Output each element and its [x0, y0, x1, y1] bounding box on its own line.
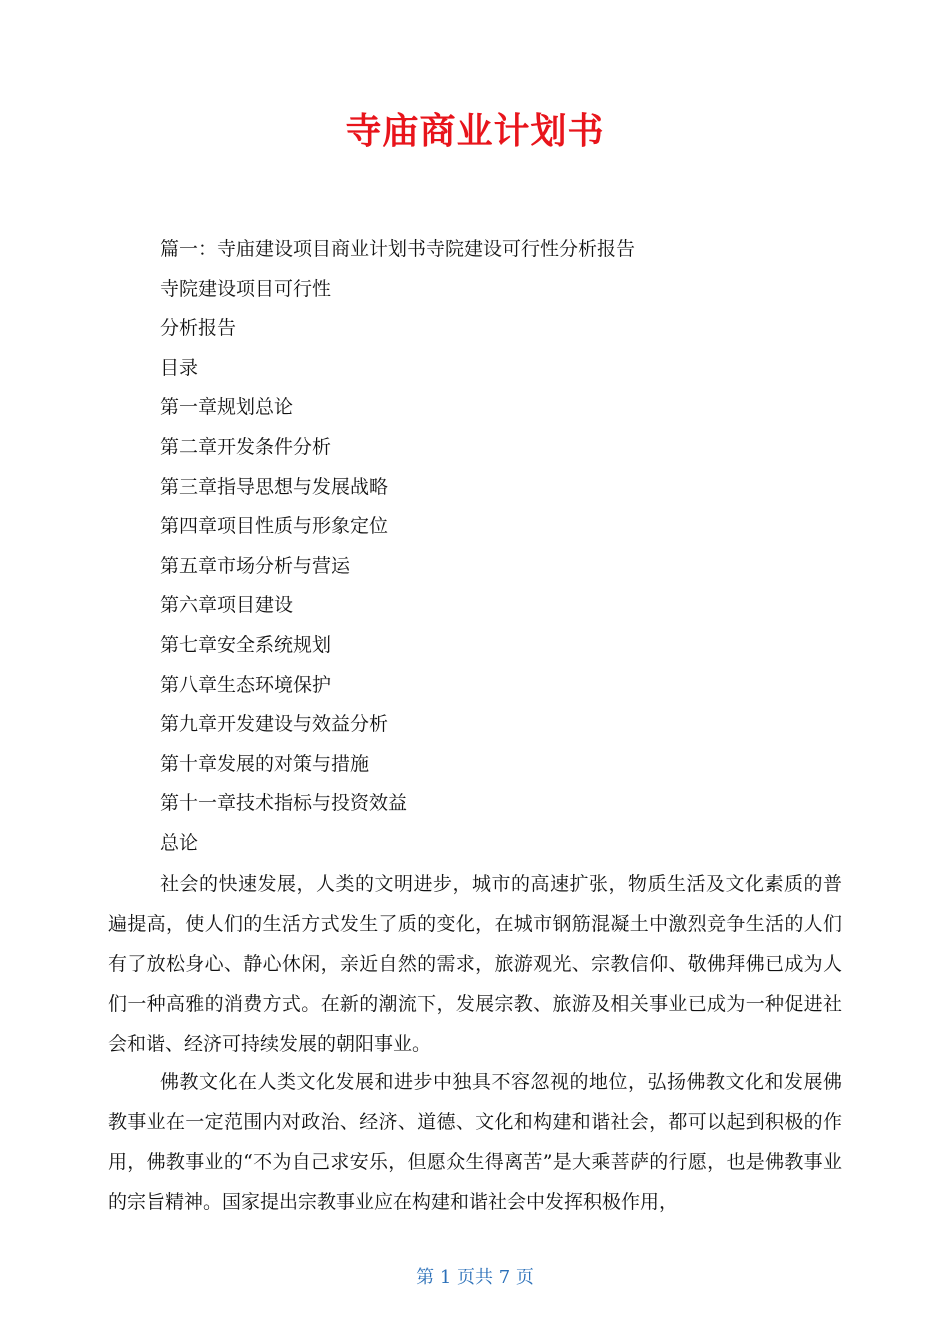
toc-line: 第十章发展的对策与措施 [160, 752, 370, 775]
toc-line: 总论 [160, 831, 199, 854]
toc-line: 第十一章技术指标与投资效益 [160, 792, 408, 815]
toc-line: 第五章市场分析与营运 [160, 554, 351, 577]
toc-line: 第三章指导思想与发展战略 [160, 475, 389, 498]
toc-line: 第八章生态环境保护 [160, 673, 332, 696]
page-number-footer: 第 1 页共 7 页 [416, 1267, 534, 1288]
toc-line: 第一章规划总论 [160, 396, 294, 419]
body-paragraph: 社会的快速发展，人类的文明进步，城市的高速扩张，物质生活及文化素质的普遍提高，使人们的生活方式发生了质的变化，在城市钢筋混凝土中激烈竞争生活的人们有了放松身心、静心休闲，亲近自然的需求，旅游观光、宗教信仰、敬佛拜佛已成为人们一种高雅的消费方式。在新的潮流下，发展宗教、旅游及相关事业已成为一种促进社会和谐、经济可持续发展的朝阳事业。 [108, 873, 842, 1055]
toc-line: 分析报告 [160, 317, 237, 340]
toc-line: 第六章项目建设 [160, 594, 294, 617]
toc-line: 第二章开发条件分析 [160, 435, 332, 458]
toc-line: 第七章安全系统规划 [160, 633, 332, 656]
toc-line: 第九章开发建设与效益分析 [160, 713, 389, 736]
document-title: 寺庙商业计划书 [345, 111, 605, 152]
toc-line: 寺院建设项目可行性 [160, 277, 332, 300]
toc-line: 篇一：寺庙建设项目商业计划书寺院建设可行性分析报告 [160, 238, 636, 260]
toc-line: 第四章项目性质与形象定位 [160, 515, 389, 538]
body-paragraph: 佛教文化在人类文化发展和进步中独具不容忽视的地位，弘扬佛教文化和发展佛教事业在一定范围内对政治、经济、道德、文化和构建和谐社会，都可以起到积极的作用，佛教事业的“不为自己求安乐，但愿众生得离苦”是大乘菩萨的行愿，也是佛教事业的宗旨精神。国家提出宗教事业应在构建和谐社会中发挥积极作用， [108, 1071, 842, 1213]
toc-line: 目录 [160, 356, 199, 379]
table-of-contents [160, 230, 860, 864]
